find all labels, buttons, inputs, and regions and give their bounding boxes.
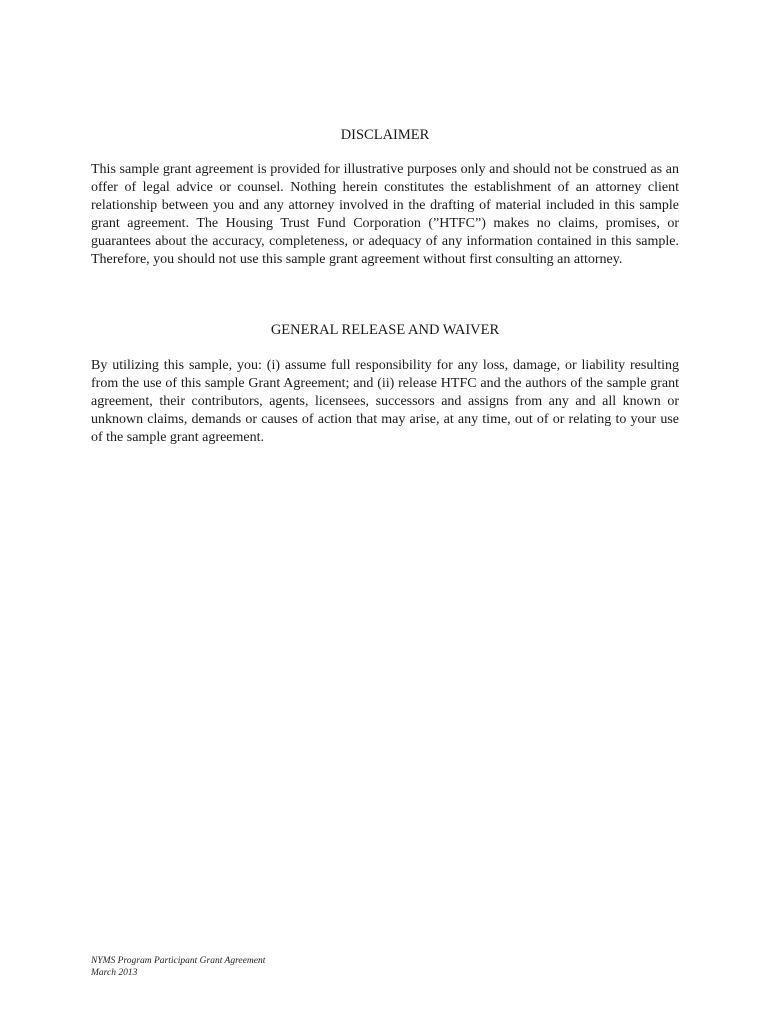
disclaimer-heading: DISCLAIMER: [340, 127, 430, 143]
disclaimer-paragraph: This sample grant agreement is provided for illustrative purposes only and should not be construed as an offer of legal advice or counsel. Nothing herein constitutes the establishment of an attorney client relationship between you and any attorney involved in the drafting of material included in this sample grant agreement. The Housing Trust Fund Corporation (”HTFC”) makes no claims, promises, or guarantees about the accuracy, completeness, or adequacy of any information contained in this sample. Therefore, you should not use this sample grant agreement without first consulting an attorney.: [91, 162, 679, 267]
release-paragraph: By utilizing this sample, you: (i) assume full responsibility for any loss, damage, or liability resulting from the use of this sample Grant Agreement; and (ii) release HTFC and the authors of the sample grant agreement, their contributors, agents, licensees, successors and assigns from any and all known or unknown claims, demands or causes of action that may arise, at any time, out of or relating to your use of the sample grant agreement.: [91, 358, 679, 445]
footer-document-title: NYMS Program Participant Grant Agreement: [91, 956, 266, 966]
footer-date: March 2013: [91, 968, 138, 978]
release-heading: GENERAL RELEASE AND WAIVER: [270, 322, 500, 338]
page-footer: [91, 955, 265, 979]
